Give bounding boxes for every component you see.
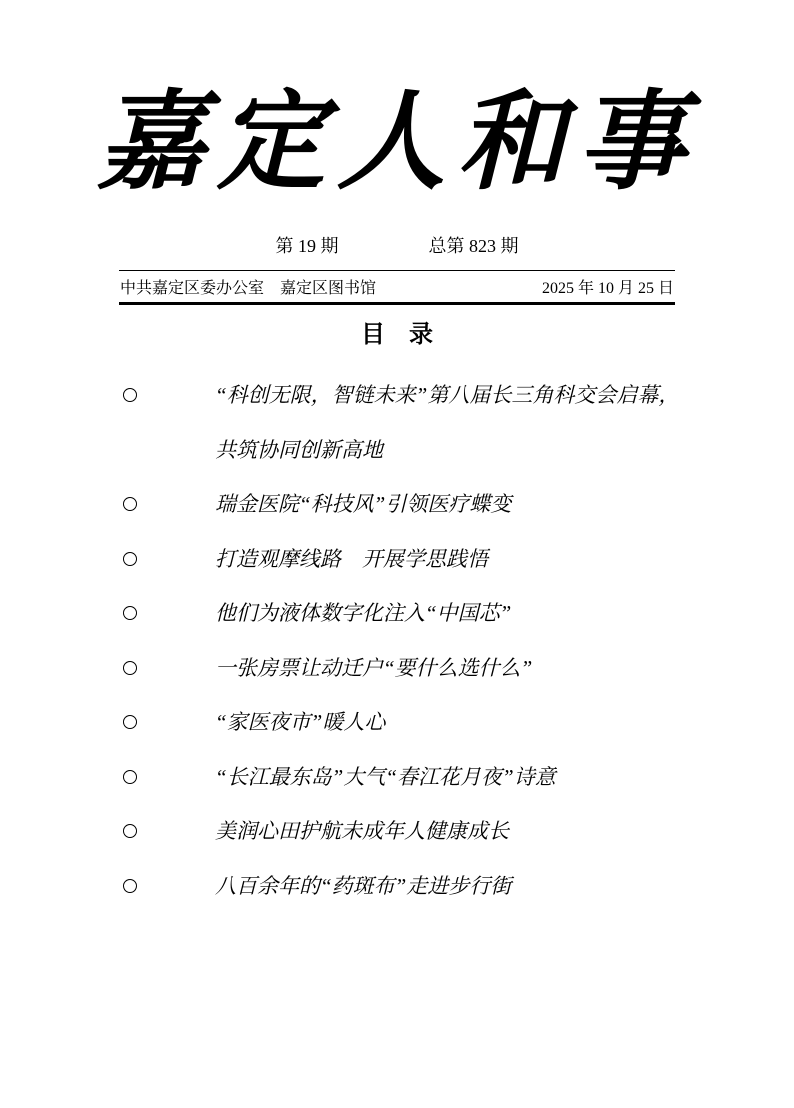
toc-item bbox=[119, 750, 689, 805]
circle-bullet-icon bbox=[123, 388, 137, 402]
circle-bullet-icon bbox=[123, 661, 137, 675]
toc-bullet-cell bbox=[119, 477, 215, 511]
toc-item bbox=[119, 532, 689, 587]
toc-item bbox=[119, 368, 689, 477]
publisher-names: 中共嘉定区委办公室 嘉定区图书馆 bbox=[120, 279, 377, 297]
toc-bullet-cell bbox=[119, 532, 215, 566]
toc-list bbox=[119, 368, 689, 913]
toc-item bbox=[119, 477, 689, 532]
toc-item-title: 打造观摩线路 开展学思践悟 bbox=[215, 546, 488, 571]
toc-item-title: 瑞金医院“科技风”引领医疗蝶变 bbox=[215, 492, 512, 516]
circle-bullet-icon bbox=[123, 770, 137, 784]
toc-item-title: “科创无限，智链未来”第八届长三角科交会启幕，共筑协同创新高地 bbox=[215, 383, 680, 462]
toc-item-title: 美润心田护航未成年人健康成长 bbox=[215, 819, 509, 843]
circle-bullet-icon bbox=[123, 824, 137, 838]
publication-date: 2025 年 10 月 25 日 bbox=[541, 279, 674, 297]
circle-bullet-icon bbox=[123, 552, 137, 566]
toc-bullet-cell bbox=[119, 750, 215, 784]
issue-number: 第 19 期 bbox=[275, 236, 339, 256]
toc-item bbox=[119, 641, 689, 696]
toc-bullet-cell bbox=[119, 804, 215, 838]
masthead-calligraphy-title: 嘉定人和事 bbox=[96, 79, 697, 205]
toc-item-title: 他们为液体数字化注入“中国芯” bbox=[215, 601, 512, 625]
toc-heading: 目 录 bbox=[361, 321, 433, 348]
publisher-row bbox=[119, 270, 675, 305]
toc-item-title: “家医夜市”暖人心 bbox=[215, 710, 386, 734]
issue-row bbox=[0, 233, 794, 259]
toc-item bbox=[119, 804, 689, 859]
toc-item bbox=[119, 586, 689, 641]
toc-bullet-cell bbox=[119, 641, 215, 675]
toc-item bbox=[119, 695, 689, 750]
toc-item-title: 八百余年的“药斑布”走进步行街 bbox=[215, 873, 512, 898]
circle-bullet-icon bbox=[123, 497, 137, 511]
toc-item-title: 一张房票让动迁户“要什么选什么” bbox=[215, 655, 533, 680]
cumulative-issue-number: 总第 823 期 bbox=[428, 236, 519, 256]
circle-bullet-icon bbox=[123, 715, 137, 729]
toc-item-title: “长江最东岛”大气“春江花月夜”诗意 bbox=[215, 764, 556, 789]
toc-bullet-cell bbox=[119, 368, 215, 402]
circle-bullet-icon bbox=[123, 606, 137, 620]
toc-bullet-cell bbox=[119, 695, 215, 729]
toc-bullet-cell bbox=[119, 586, 215, 620]
circle-bullet-icon bbox=[123, 879, 137, 893]
toc-bullet-cell bbox=[119, 859, 215, 893]
toc-item bbox=[119, 859, 689, 914]
